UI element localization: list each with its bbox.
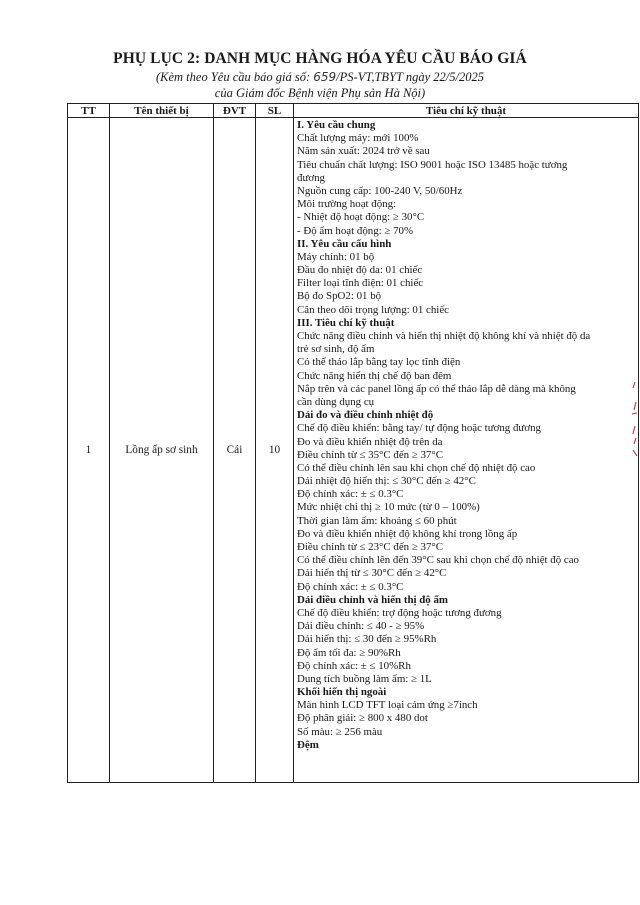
spec-line: Dải điều chỉnh: ≤ 40 - ≥ 95% <box>297 620 425 633</box>
header-technical-criteria: Tiêu chí kỹ thuật <box>294 104 639 118</box>
spec-line: Dải hiển thị từ ≤ 30°C đến ≥ 42°C <box>297 567 447 580</box>
spec-line: cần dùng dụng cụ <box>297 395 375 408</box>
header-tt: TT <box>68 104 110 118</box>
spec-line: Độ chính xác: ± ≤ 10%Rh <box>297 659 411 672</box>
spec-line: Đầu đo nhiệt độ da: 01 chiếc <box>297 264 423 277</box>
spec-line: Chức năng điều chỉnh và hiển thị nhiệt độ không khí và nhiệt độ da <box>297 330 591 342</box>
cell-unit: Cái <box>214 118 256 783</box>
cell-device-name: Lồng ấp sơ sinh <box>110 118 214 783</box>
spec-line: Chức năng hiển thị chế độ ban đêm <box>297 369 452 382</box>
spec-section-heading: Dải điều chỉnh và hiển thị độ ẩm <box>297 593 448 606</box>
spec-line: Máy chính: 01 bộ <box>297 250 375 263</box>
spec-section-heading: I. Yêu cầu chung <box>297 119 376 131</box>
spec-section-heading: III. Tiêu chí kỹ thuật <box>297 316 395 329</box>
handwritten-number: 659 <box>313 70 337 84</box>
spec-line: Chất lượng máy: mới 100% <box>297 132 419 145</box>
spec-line: Mức nhiệt chỉ thị ≥ 10 mức (từ 0 – 100%) <box>297 501 480 514</box>
page-title: PHỤ LỤC 2: DANH MỤC HÀNG HÓA YÊU CẦU BÁO GIÁ <box>113 50 527 67</box>
table-header-row <box>68 104 639 118</box>
subtitle-line-1 <box>0 70 640 85</box>
spec-section-heading: Đệm <box>297 738 319 751</box>
spec-line: Điều chỉnh từ ≤ 35°C đến ≥ 37°C <box>297 448 444 461</box>
goods-table <box>67 103 639 783</box>
spec-line: Độ ẩm tối đa: ≥ 90%Rh <box>297 646 401 659</box>
spec-line: đương <box>297 171 325 184</box>
spec-line: Môi trường hoạt động: <box>297 198 397 211</box>
spec-line: Số màu: ≥ 256 màu <box>297 725 383 738</box>
spec-line: Dung tích buồng làm ẩm: ≥ 1L <box>297 672 432 685</box>
spec-line: Đo và điều khiển nhiệt độ không khí trong lồng ấp <box>297 527 518 540</box>
spec-line: trẻ sơ sinh, độ ẩm <box>297 343 375 356</box>
cell-technical-criteria <box>294 118 639 783</box>
spec-line: Có thể tháo lắp bằng tay lọc tĩnh điện <box>297 356 461 369</box>
spec-line: Chế độ điều khiển: bằng tay/ tự động hoặc tương đương <box>297 422 541 435</box>
subtitle-line-2: của Giám đốc Bệnh viện Phụ sản Hà Nội) <box>214 86 426 100</box>
spec-line: - Nhiệt độ hoạt động: ≥ 30°C <box>297 211 425 224</box>
spec-line: Độ chính xác: ± ≤ 0.3°C <box>297 580 404 593</box>
spec-line: Điều chỉnh từ ≤ 23°C đến ≥ 37°C <box>297 541 444 553</box>
cell-tt: 1 <box>68 118 110 783</box>
spec-line: Nắp trên và các panel lồng ấp có thể tháo lắp dễ dàng mà không <box>297 382 576 395</box>
table-row <box>68 118 639 783</box>
header-unit: ĐVT <box>214 104 256 118</box>
spec-line: Độ chính xác: ± ≤ 0.3°C <box>297 488 404 501</box>
cell-quantity: 10 <box>256 118 294 783</box>
spec-line: Bộ đo SpO2: 01 bộ <box>297 290 382 303</box>
spec-section-heading: II. Yêu cầu cấu hình <box>297 237 392 250</box>
spec-line: Thời gian làm ấm: khoảng ≤ 60 phút <box>297 514 457 527</box>
spec-line: Dải hiển thị: ≤ 30 đến ≥ 95%Rh <box>297 633 437 646</box>
header-quantity: SL <box>256 104 294 118</box>
subtitle-suffix: /PS-VT,TBYT ngày 22/5/2025 <box>336 70 484 84</box>
spec-section-heading: Dải đo và điều chỉnh nhiệt độ <box>297 409 434 422</box>
spec-line: Độ phân giải: ≥ 800 x 480 dot <box>297 712 428 725</box>
spec-line: - Độ ẩm hoạt động: ≥ 70% <box>297 224 414 237</box>
spec-section-heading: Khối hiển thị ngoài <box>297 686 387 699</box>
spec-line: Dải nhiệt độ hiển thị: ≤ 30°C đến ≥ 42°C <box>297 475 476 488</box>
spec-line: Có thể điều chỉnh lên đến 39°C sau khi chọn chế độ nhiệt độ cao <box>297 554 580 567</box>
spec-line: Chế độ điều khiển: trợ động hoặc tương đương <box>297 606 502 619</box>
spec-line: Nguồn cung cấp: 100-240 V, 50/60Hz <box>297 184 463 197</box>
spec-line: Filter loại tĩnh điện: 01 chiếc <box>297 277 424 290</box>
spec-line: Có thể điều chỉnh lên sau khi chọn chế độ nhiệt độ cao <box>297 461 536 474</box>
spec-line: Tiêu chuẩn chất lượng: ISO 9001 hoặc ISO 13485 hoặc tương <box>297 158 568 171</box>
margin-stamp-marks <box>629 380 640 460</box>
spec-line: Cân theo dõi trọng lượng: 01 chiếc <box>297 303 450 316</box>
spec-line: Năm sản xuất: 2024 trở về sau <box>297 145 430 158</box>
spec-line: Đo và điều khiển nhiệt độ trên da <box>297 435 443 448</box>
spec-line: Màn hình LCD TFT loại cảm ứng ≥7inch <box>297 699 478 712</box>
header-device-name: Tên thiết bị <box>110 104 214 118</box>
subtitle-prefix: (Kèm theo Yêu cầu báo giá số: <box>155 70 314 84</box>
